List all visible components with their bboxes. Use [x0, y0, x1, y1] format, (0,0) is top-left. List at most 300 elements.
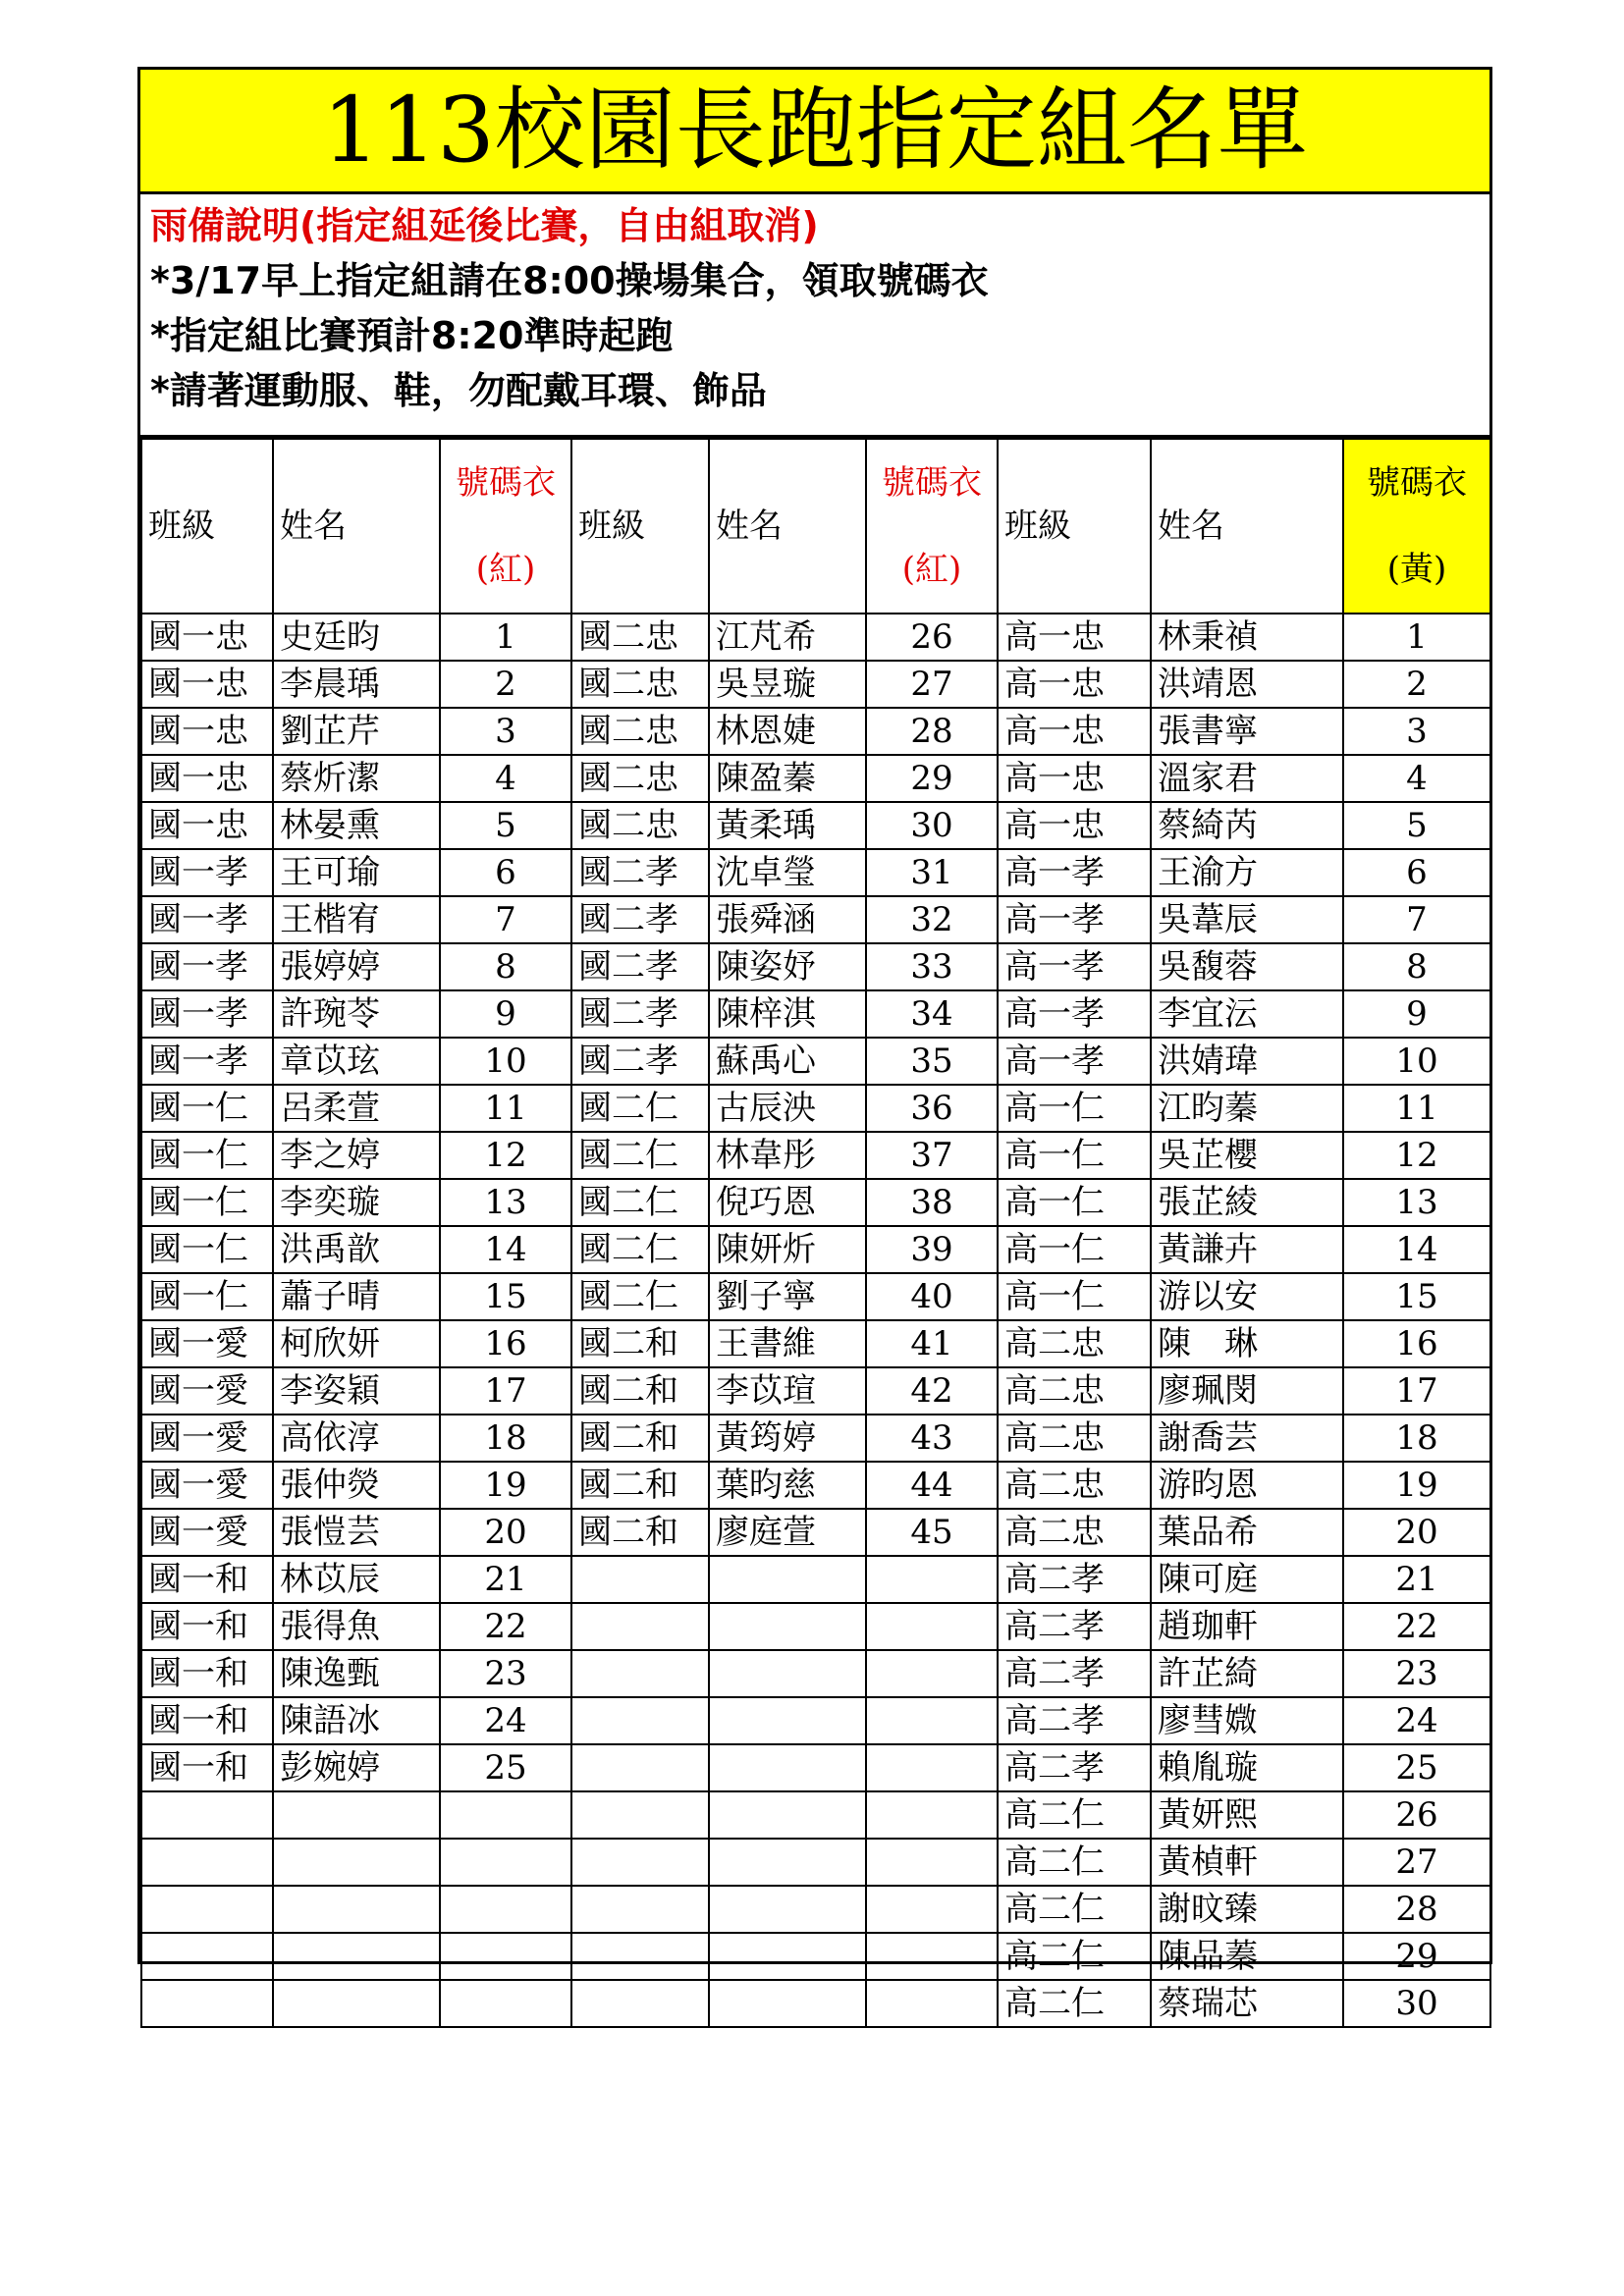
jersey-cell: 8	[440, 943, 571, 990]
table-row	[141, 1462, 1490, 1509]
name-cell: 廖庭萱	[709, 1509, 866, 1556]
class-cell	[141, 1839, 273, 1886]
jersey-cell: 43	[866, 1415, 998, 1462]
class-cell: 高二忠	[998, 1320, 1151, 1367]
jersey-cell: 17	[440, 1367, 571, 1415]
class-cell: 國二孝	[571, 896, 709, 943]
jersey-cell: 9	[440, 990, 571, 1038]
class-cell: 國一和	[141, 1603, 273, 1650]
class-cell: 國一和	[141, 1697, 273, 1744]
name-cell: 吳馥蓉	[1151, 943, 1343, 990]
header-class: 班級	[998, 439, 1151, 614]
jersey-cell: 17	[1343, 1367, 1490, 1415]
name-cell	[709, 1650, 866, 1697]
name-cell	[273, 1839, 440, 1886]
name-cell: 李姿穎	[273, 1367, 440, 1415]
jersey-cell	[866, 1697, 998, 1744]
class-cell: 國一孝	[141, 896, 273, 943]
name-cell: 溫家君	[1151, 755, 1343, 802]
name-cell	[709, 1980, 866, 2027]
table-row	[141, 1415, 1490, 1462]
jersey-cell: 29	[1343, 1933, 1490, 1980]
header-jersey-red: 號碼衣 (紅)	[440, 439, 571, 614]
class-cell: 國二仁	[571, 1226, 709, 1273]
name-cell: 黃柔瑀	[709, 802, 866, 849]
name-cell	[709, 1886, 866, 1933]
class-cell: 國二忠	[571, 708, 709, 755]
class-cell: 高一仁	[998, 1179, 1151, 1226]
jersey-cell: 26	[1343, 1791, 1490, 1839]
name-cell	[709, 1933, 866, 1980]
name-cell	[273, 1933, 440, 1980]
header-class: 班級	[571, 439, 709, 614]
name-cell: 高依淳	[273, 1415, 440, 1462]
roster-table	[140, 438, 1491, 2028]
name-cell: 葉品希	[1151, 1509, 1343, 1556]
name-cell: 許芷綺	[1151, 1650, 1343, 1697]
jersey-cell: 41	[866, 1320, 998, 1367]
class-cell: 高二仁	[998, 1839, 1151, 1886]
name-cell: 劉芷芹	[273, 708, 440, 755]
jersey-cell: 20	[1343, 1509, 1490, 1556]
name-cell: 陳 琳	[1151, 1320, 1343, 1367]
jersey-cell: 7	[1343, 896, 1490, 943]
class-cell: 高二忠	[998, 1367, 1151, 1415]
class-cell	[141, 1980, 273, 2027]
class-cell	[571, 1886, 709, 1933]
jersey-cell: 12	[1343, 1132, 1490, 1179]
jersey-cell	[866, 1556, 998, 1603]
jersey-cell: 15	[440, 1273, 571, 1320]
class-cell: 高二孝	[998, 1697, 1151, 1744]
name-cell	[709, 1791, 866, 1839]
class-cell: 國一和	[141, 1744, 273, 1791]
name-cell: 黃楨軒	[1151, 1839, 1343, 1886]
name-cell: 章苡玹	[273, 1038, 440, 1085]
class-cell	[571, 1839, 709, 1886]
table-row	[141, 1556, 1490, 1603]
jersey-cell: 30	[1343, 1980, 1490, 2027]
jersey-cell	[866, 1744, 998, 1791]
class-cell: 國二仁	[571, 1179, 709, 1226]
table-row	[141, 1038, 1490, 1085]
name-cell: 許琬苓	[273, 990, 440, 1038]
jersey-cell: 13	[1343, 1179, 1490, 1226]
class-cell: 國二和	[571, 1320, 709, 1367]
name-cell: 賴胤璇	[1151, 1744, 1343, 1791]
jersey-cell: 13	[440, 1179, 571, 1226]
name-cell: 葉昀慈	[709, 1462, 866, 1509]
table-row	[141, 1744, 1490, 1791]
jersey-cell: 5	[440, 802, 571, 849]
name-cell: 謝旼臻	[1151, 1886, 1343, 1933]
name-cell: 呂柔萱	[273, 1085, 440, 1132]
jersey-cell: 1	[440, 614, 571, 661]
name-cell: 張仲熒	[273, 1462, 440, 1509]
name-cell: 蘇禹心	[709, 1038, 866, 1085]
name-cell: 李奕璇	[273, 1179, 440, 1226]
jersey-cell: 11	[1343, 1085, 1490, 1132]
jersey-cell: 16	[1343, 1320, 1490, 1367]
name-cell: 王楷宥	[273, 896, 440, 943]
class-cell: 高二仁	[998, 1980, 1151, 2027]
class-cell: 國一仁	[141, 1226, 273, 1273]
name-cell: 趙珈軒	[1151, 1603, 1343, 1650]
class-cell: 國一仁	[141, 1273, 273, 1320]
jersey-cell: 26	[866, 614, 998, 661]
jersey-cell: 1	[1343, 614, 1490, 661]
jersey-cell	[866, 1603, 998, 1650]
class-cell: 國一愛	[141, 1509, 273, 1556]
table-row	[141, 1933, 1490, 1980]
jersey-cell: 28	[866, 708, 998, 755]
class-cell: 高二忠	[998, 1415, 1151, 1462]
name-cell: 謝喬芸	[1151, 1415, 1343, 1462]
jersey-cell: 27	[866, 661, 998, 708]
table-row	[141, 1179, 1490, 1226]
name-cell: 洪禹歆	[273, 1226, 440, 1273]
name-cell: 王書維	[709, 1320, 866, 1367]
class-cell: 國一忠	[141, 708, 273, 755]
class-cell: 高一仁	[998, 1085, 1151, 1132]
jersey-cell: 36	[866, 1085, 998, 1132]
name-cell: 游以安	[1151, 1273, 1343, 1320]
jersey-cell	[866, 1839, 998, 1886]
name-cell: 廖彗媺	[1151, 1697, 1343, 1744]
jersey-cell: 19	[440, 1462, 571, 1509]
name-cell: 蔡瑞芯	[1151, 1980, 1343, 2027]
table-row	[141, 1226, 1490, 1273]
jersey-cell	[440, 1791, 571, 1839]
class-cell: 高一孝	[998, 896, 1151, 943]
jersey-cell: 42	[866, 1367, 998, 1415]
name-cell	[709, 1697, 866, 1744]
jersey-cell	[866, 1791, 998, 1839]
name-cell: 張得魚	[273, 1603, 440, 1650]
jersey-cell	[866, 1886, 998, 1933]
jersey-cell: 33	[866, 943, 998, 990]
jersey-cell: 23	[440, 1650, 571, 1697]
table-row	[141, 1791, 1490, 1839]
class-cell: 國二仁	[571, 1132, 709, 1179]
class-cell: 國二忠	[571, 755, 709, 802]
jersey-cell: 37	[866, 1132, 998, 1179]
table-row	[141, 1650, 1490, 1697]
class-cell: 高一孝	[998, 849, 1151, 896]
class-cell: 國二忠	[571, 802, 709, 849]
class-cell	[141, 1791, 273, 1839]
class-cell: 高一忠	[998, 708, 1151, 755]
class-cell: 國二孝	[571, 849, 709, 896]
class-cell: 高二忠	[998, 1509, 1151, 1556]
jersey-cell: 4	[1343, 755, 1490, 802]
name-cell: 陳梓淇	[709, 990, 866, 1038]
name-cell: 陳姿妤	[709, 943, 866, 990]
jersey-cell: 3	[1343, 708, 1490, 755]
class-cell: 高一忠	[998, 802, 1151, 849]
name-cell: 蔡炘潔	[273, 755, 440, 802]
name-cell	[709, 1744, 866, 1791]
class-cell: 國一和	[141, 1556, 273, 1603]
class-cell	[571, 1980, 709, 2027]
jersey-cell: 45	[866, 1509, 998, 1556]
table-row	[141, 849, 1490, 896]
name-cell	[273, 1886, 440, 1933]
name-cell	[709, 1603, 866, 1650]
name-cell	[273, 1791, 440, 1839]
class-cell: 高二孝	[998, 1744, 1151, 1791]
header-class: 班級	[141, 439, 273, 614]
jersey-cell: 22	[440, 1603, 571, 1650]
name-cell: 陳可庭	[1151, 1556, 1343, 1603]
class-cell: 高一忠	[998, 661, 1151, 708]
class-cell: 國一仁	[141, 1085, 273, 1132]
jersey-cell: 10	[440, 1038, 571, 1085]
class-cell: 國二孝	[571, 990, 709, 1038]
class-cell: 高二仁	[998, 1886, 1151, 1933]
name-cell: 江芃希	[709, 614, 866, 661]
name-cell: 洪婧瑋	[1151, 1038, 1343, 1085]
jersey-cell: 5	[1343, 802, 1490, 849]
table-row	[141, 943, 1490, 990]
jersey-cell: 39	[866, 1226, 998, 1273]
name-cell: 古辰泱	[709, 1085, 866, 1132]
name-cell: 林韋彤	[709, 1132, 866, 1179]
jersey-cell: 25	[1343, 1744, 1490, 1791]
class-cell: 國一愛	[141, 1462, 273, 1509]
class-cell: 國一孝	[141, 990, 273, 1038]
class-cell	[141, 1933, 273, 1980]
jersey-cell: 9	[1343, 990, 1490, 1038]
jersey-cell: 23	[1343, 1650, 1490, 1697]
class-cell	[571, 1556, 709, 1603]
table-row	[141, 1603, 1490, 1650]
jersey-cell: 11	[440, 1085, 571, 1132]
table-row	[141, 896, 1490, 943]
name-cell: 李之婷	[273, 1132, 440, 1179]
name-cell: 張芷綾	[1151, 1179, 1343, 1226]
jersey-cell: 18	[440, 1415, 571, 1462]
class-cell: 高一仁	[998, 1132, 1151, 1179]
jersey-cell: 8	[1343, 943, 1490, 990]
name-cell: 陳語冰	[273, 1697, 440, 1744]
name-cell: 彭婉婷	[273, 1744, 440, 1791]
name-cell: 林恩婕	[709, 708, 866, 755]
table-row	[141, 755, 1490, 802]
name-cell: 倪巧恩	[709, 1179, 866, 1226]
table-row	[141, 1509, 1490, 1556]
name-cell	[709, 1556, 866, 1603]
class-cell: 國一孝	[141, 1038, 273, 1085]
name-cell: 陳逸甄	[273, 1650, 440, 1697]
jersey-cell: 10	[1343, 1038, 1490, 1085]
name-cell: 吳芷櫻	[1151, 1132, 1343, 1179]
class-cell: 高二孝	[998, 1650, 1151, 1697]
name-cell: 王渝方	[1151, 849, 1343, 896]
class-cell: 國一忠	[141, 661, 273, 708]
start-time-note: *指定組比賽預計8:20準時起跑	[150, 314, 674, 357]
name-cell: 張書寧	[1151, 708, 1343, 755]
class-cell	[141, 1886, 273, 1933]
jersey-cell: 7	[440, 896, 571, 943]
class-cell	[571, 1603, 709, 1650]
table-row	[141, 1697, 1490, 1744]
jersey-cell: 35	[866, 1038, 998, 1085]
table-row	[141, 1320, 1490, 1367]
table-row	[141, 802, 1490, 849]
jersey-cell: 12	[440, 1132, 571, 1179]
name-cell: 廖珮閔	[1151, 1367, 1343, 1415]
jersey-cell: 32	[866, 896, 998, 943]
class-cell: 國一和	[141, 1650, 273, 1697]
name-cell: 王可瑜	[273, 849, 440, 896]
jersey-cell: 6	[440, 849, 571, 896]
name-cell: 林秉禎	[1151, 614, 1343, 661]
name-cell: 張舜涵	[709, 896, 866, 943]
jersey-cell: 16	[440, 1320, 571, 1367]
table-row	[141, 1980, 1490, 2027]
jersey-cell: 22	[1343, 1603, 1490, 1650]
name-cell: 蕭子晴	[273, 1273, 440, 1320]
class-cell: 高一忠	[998, 614, 1151, 661]
jersey-cell: 25	[440, 1744, 571, 1791]
name-cell: 蔡綺芮	[1151, 802, 1343, 849]
class-cell: 國一仁	[141, 1179, 273, 1226]
jersey-cell: 44	[866, 1462, 998, 1509]
jersey-cell: 4	[440, 755, 571, 802]
class-cell: 高二孝	[998, 1556, 1151, 1603]
class-cell: 國一愛	[141, 1367, 273, 1415]
table-row	[141, 661, 1490, 708]
rain-note: 雨備說明(指定組延後比賽，自由組取消)	[150, 204, 819, 247]
name-cell: 黃謙卉	[1151, 1226, 1343, 1273]
class-cell	[571, 1744, 709, 1791]
jersey-cell: 14	[1343, 1226, 1490, 1273]
class-cell: 國二仁	[571, 1273, 709, 1320]
class-cell: 國一孝	[141, 943, 273, 990]
class-cell: 國二仁	[571, 1085, 709, 1132]
attire-note: *請著運動服、鞋，勿配戴耳環、飾品	[150, 369, 767, 412]
name-cell: 陳妍炘	[709, 1226, 866, 1273]
class-cell: 國二和	[571, 1462, 709, 1509]
name-cell: 李苡瑄	[709, 1367, 866, 1415]
name-cell	[709, 1839, 866, 1886]
jersey-cell: 3	[440, 708, 571, 755]
jersey-cell: 27	[1343, 1839, 1490, 1886]
class-cell: 國二孝	[571, 1038, 709, 1085]
jersey-cell	[866, 1933, 998, 1980]
jersey-cell: 34	[866, 990, 998, 1038]
name-cell: 江昀蓁	[1151, 1085, 1343, 1132]
jersey-cell: 21	[1343, 1556, 1490, 1603]
table-row	[141, 1886, 1490, 1933]
name-cell: 游昀恩	[1151, 1462, 1343, 1509]
name-cell: 黃妍熙	[1151, 1791, 1343, 1839]
page-title: 113校園長跑指定組名單	[140, 70, 1489, 194]
header-name: 姓名	[273, 439, 440, 614]
name-cell: 吳葦辰	[1151, 896, 1343, 943]
roster-sheet	[137, 67, 1492, 2023]
jersey-cell: 2	[440, 661, 571, 708]
class-cell: 國二和	[571, 1415, 709, 1462]
name-cell: 林苡辰	[273, 1556, 440, 1603]
name-cell: 吳昱璇	[709, 661, 866, 708]
jersey-cell: 40	[866, 1273, 998, 1320]
name-cell	[273, 1980, 440, 2027]
assembly-note: *3/17早上指定組請在8:00操場集合，領取號碼衣	[150, 259, 989, 302]
class-cell: 高一仁	[998, 1273, 1151, 1320]
class-cell: 高二仁	[998, 1933, 1151, 1980]
table-row	[141, 1367, 1490, 1415]
name-cell: 黃筠婷	[709, 1415, 866, 1462]
table-row	[141, 1273, 1490, 1320]
name-cell: 洪靖恩	[1151, 661, 1343, 708]
table-row	[141, 1132, 1490, 1179]
jersey-cell: 14	[440, 1226, 571, 1273]
header-jersey-yellow: 號碼衣 (黃)	[1343, 439, 1490, 614]
class-cell: 國一仁	[141, 1132, 273, 1179]
jersey-cell: 21	[440, 1556, 571, 1603]
jersey-cell	[866, 1650, 998, 1697]
name-cell: 柯欣妍	[273, 1320, 440, 1367]
jersey-cell: 2	[1343, 661, 1490, 708]
class-cell: 國二忠	[571, 614, 709, 661]
class-cell: 國一愛	[141, 1415, 273, 1462]
jersey-cell	[440, 1933, 571, 1980]
class-cell: 國二和	[571, 1509, 709, 1556]
class-cell: 國一忠	[141, 802, 273, 849]
class-cell: 國二忠	[571, 661, 709, 708]
class-cell: 高二仁	[998, 1791, 1151, 1839]
class-cell: 國二孝	[571, 943, 709, 990]
name-cell: 陳盈蓁	[709, 755, 866, 802]
jersey-cell: 38	[866, 1179, 998, 1226]
name-cell: 張婷婷	[273, 943, 440, 990]
table-row	[141, 614, 1490, 661]
name-cell: 劉子寧	[709, 1273, 866, 1320]
header-row	[141, 439, 1490, 614]
jersey-cell: 18	[1343, 1415, 1490, 1462]
class-cell: 國一孝	[141, 849, 273, 896]
class-cell: 高一仁	[998, 1226, 1151, 1273]
jersey-cell: 15	[1343, 1273, 1490, 1320]
class-cell: 高一孝	[998, 943, 1151, 990]
table-row	[141, 1085, 1490, 1132]
name-cell: 陳品蓁	[1151, 1933, 1343, 1980]
header-name: 姓名	[1151, 439, 1343, 614]
table-row	[141, 990, 1490, 1038]
notes-section	[140, 194, 1489, 438]
name-cell: 沈卓瑩	[709, 849, 866, 896]
jersey-cell	[866, 1980, 998, 2027]
class-cell	[571, 1697, 709, 1744]
name-cell: 史廷昀	[273, 614, 440, 661]
jersey-cell: 24	[1343, 1697, 1490, 1744]
name-cell: 張愷芸	[273, 1509, 440, 1556]
name-cell: 李晨瑀	[273, 661, 440, 708]
table-row	[141, 708, 1490, 755]
jersey-cell: 28	[1343, 1886, 1490, 1933]
jersey-cell: 31	[866, 849, 998, 896]
class-cell	[571, 1933, 709, 1980]
class-cell: 高一忠	[998, 755, 1151, 802]
name-cell: 林晏熏	[273, 802, 440, 849]
jersey-cell: 29	[866, 755, 998, 802]
header-jersey-red: 號碼衣 (紅)	[866, 439, 998, 614]
table-row	[141, 1839, 1490, 1886]
jersey-cell	[440, 1839, 571, 1886]
class-cell	[571, 1650, 709, 1697]
